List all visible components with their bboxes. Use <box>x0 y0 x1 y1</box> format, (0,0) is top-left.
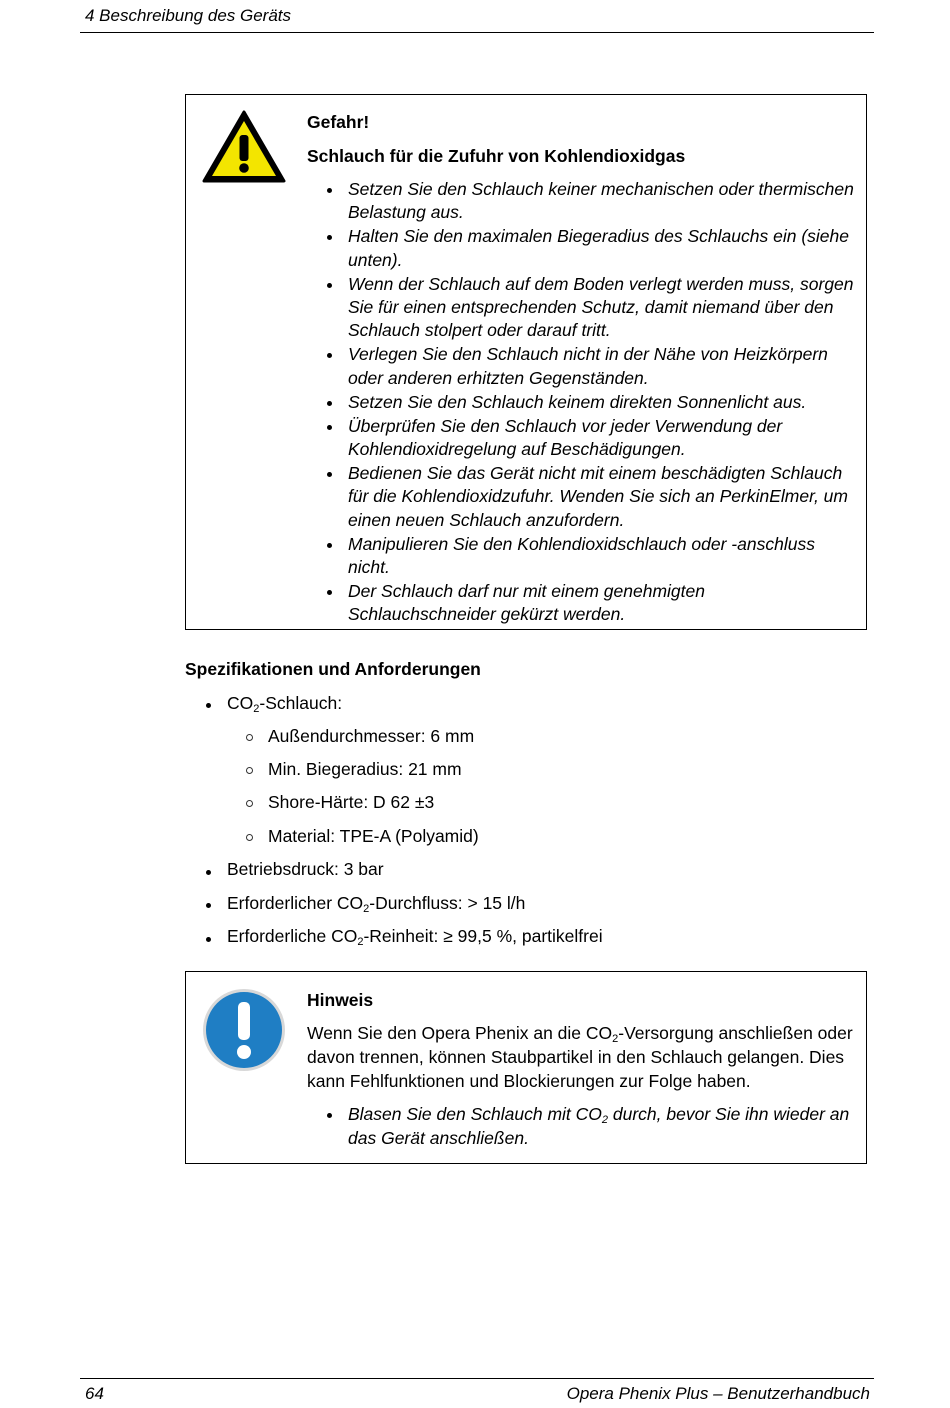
danger-content <box>307 110 854 627</box>
note-title: Hinweis <box>307 990 374 1010</box>
spec-outer-diameter: Außendurchmesser: 6 mm <box>268 726 475 746</box>
danger-list <box>307 178 854 627</box>
danger-subtitle: Schlauch für die Zufuhr von Kohlendioxidgas <box>307 146 686 166</box>
list-item: Halten Sie den maximalen Biegeradius des Schlauchs ein (siehe unten). <box>307 225 854 272</box>
footer-divider <box>80 1378 874 1379</box>
list-item: Überprüfen Sie den Schlauch vor jeder Verwendung der Kohlendioxidregelung auf Beschädigungen. <box>307 415 854 462</box>
page-number: 64 <box>85 1384 104 1403</box>
note-list <box>307 1103 854 1150</box>
warning-triangle-icon <box>201 109 287 190</box>
spec-purity: Erforderliche $CO_2$-Reinheit: ≥ 99,5 %, partikelfrei <box>227 926 603 948</box>
spec-hose: $CO_2$-Schlauch: <box>227 693 343 715</box>
note-paragraph: Wenn Sie den Opera Phenix an die $CO_2$-Versorgung anschließen oder davon trennen, können Staubpartikel in den Schlauch gelangen. Dies kann Fehlfunktionen und Blockierungen zur Folge haben. <box>307 1023 853 1091</box>
sub-bullet <box>246 734 253 741</box>
list-item: Setzen Sie den Schlauch keinem direkten Sonnenlicht aus. <box>307 391 854 414</box>
list-item: Blasen Sie den Schlauch mit $CO_2$ durch, bevor Sie ihn wieder an das Gerät anschließen. <box>307 1103 854 1150</box>
list-item: Der Schlauch darf nur mit einem genehmigten Schlauchschneider gekürzt werden. <box>307 580 854 627</box>
bullet <box>206 903 211 908</box>
bullet <box>206 703 211 708</box>
bullet <box>206 870 211 875</box>
info-exclamation-icon <box>202 988 286 1077</box>
note-content <box>307 988 854 1151</box>
section-heading: Spezifikationen und Anforderungen <box>185 659 481 679</box>
sub-bullet <box>246 767 253 774</box>
list-item: Manipulieren Sie den Kohlendioxidschlauch oder -anschluss nicht. <box>307 533 854 580</box>
list-item: Bedienen Sie das Gerät nicht mit einem beschädigten Schlauch für die Kohlendioxidzufuhr. Wenden Sie sich an PerkinElmer, um einen neuen Schlauch anzufordern. <box>307 462 854 532</box>
list-item: Verlegen Sie den Schlauch nicht in der Nähe von Heizkörpern oder anderen erhitzten Gegenständen. <box>307 343 854 390</box>
spec-flow: Erforderlicher $CO_2$-Durchfluss: > 15 l/h <box>227 893 526 915</box>
header-divider <box>80 32 874 33</box>
document-title: Opera Phenix Plus – Benutzerhandbuch <box>566 1384 870 1403</box>
list-item: Wenn der Schlauch auf dem Boden verlegt werden muss, sorgen Sie für einen entsprechenden Schutz, damit niemand über den Schlauch stolpert oder darauf tritt. <box>307 273 854 343</box>
sub-bullet <box>246 834 253 841</box>
list-item: Setzen Sie den Schlauch keiner mechanischen oder thermischen Belastung aus. <box>307 178 854 225</box>
note-box <box>185 971 867 1164</box>
spec-pressure: Betriebsdruck: 3 bar <box>227 859 384 879</box>
danger-title: Gefahr! <box>307 112 370 132</box>
bullet <box>206 937 211 942</box>
spec-material: Material: TPE-A (Polyamid) <box>268 826 479 846</box>
sub-bullet <box>246 800 253 807</box>
running-header: 4 Beschreibung des Geräts <box>85 6 292 25</box>
spec-shore-hardness: Shore-Härte: D 62 ±3 <box>268 792 435 812</box>
danger-box <box>185 94 867 630</box>
spec-bend-radius: Min. Biegeradius: 21 mm <box>268 759 462 779</box>
